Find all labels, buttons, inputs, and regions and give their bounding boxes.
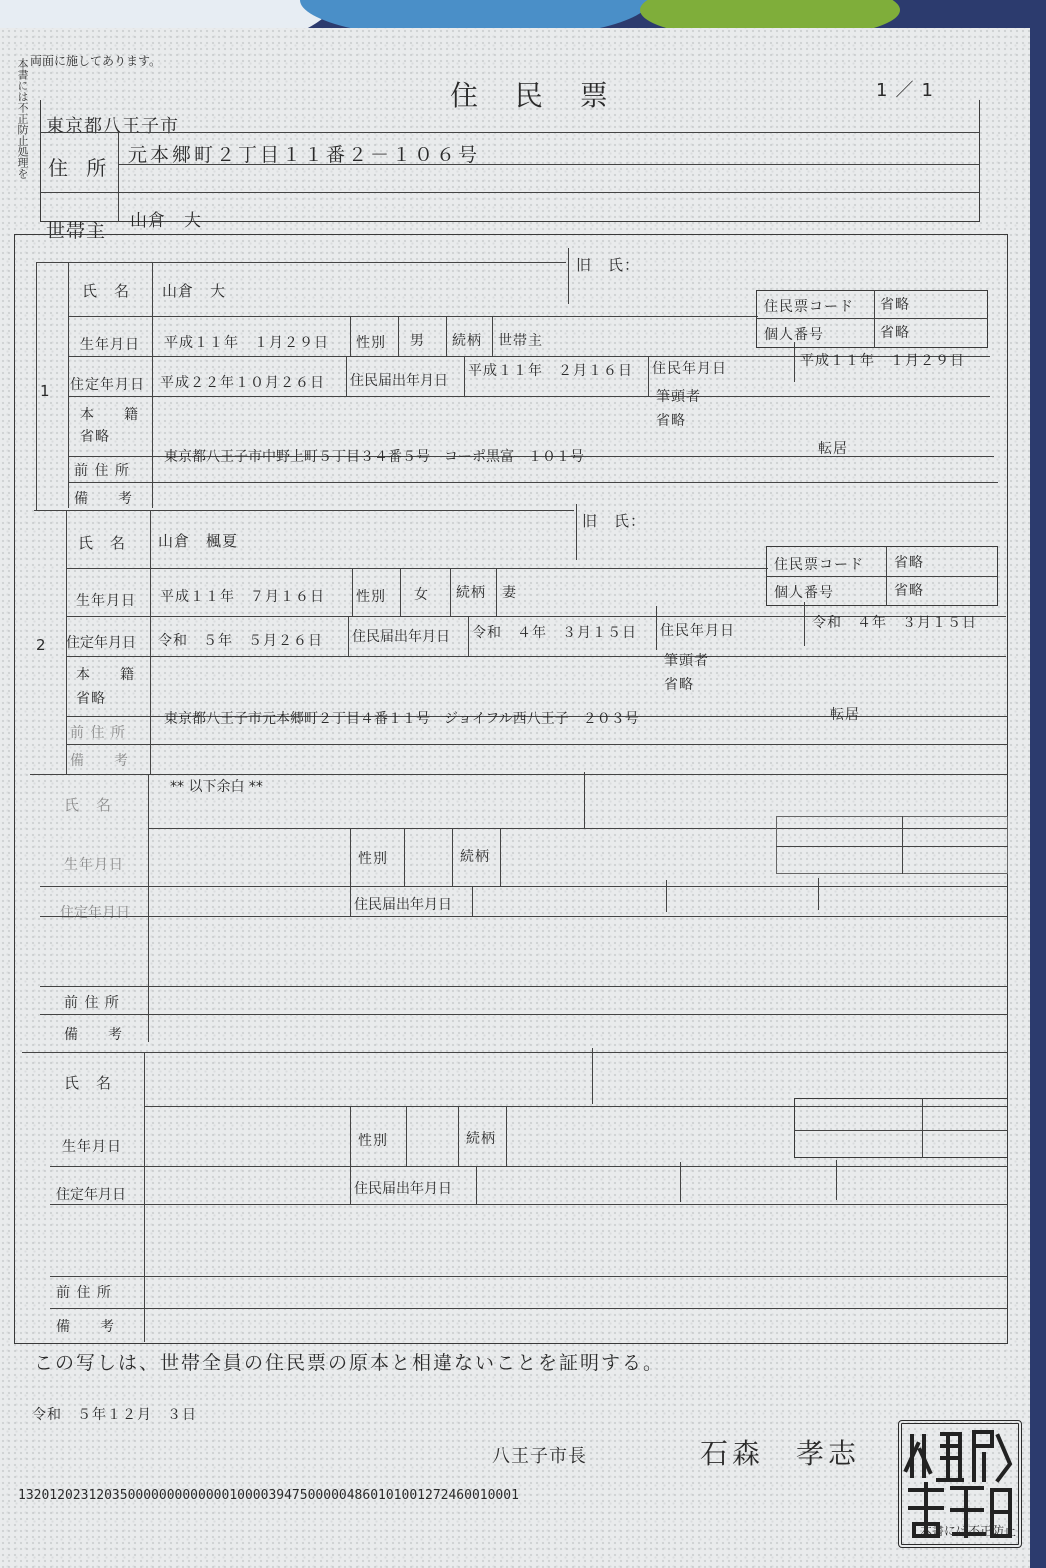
personal-no-label: 個人番号 <box>774 585 834 601</box>
honseki-label: 本 籍 <box>80 407 146 423</box>
person-1-relation: 世帯主 <box>498 333 543 349</box>
person-1-personal-no: 省略 <box>880 325 910 341</box>
rule <box>648 356 649 396</box>
resident-certificate-paper <box>0 28 1030 1568</box>
rule <box>40 1014 1008 1015</box>
notified-label: 住民届出年月日 <box>352 629 450 645</box>
name-label: 氏 名 <box>78 534 127 552</box>
rule <box>40 132 980 133</box>
rule <box>464 356 465 396</box>
rule <box>472 886 473 916</box>
relation-label: 続柄 <box>456 585 486 601</box>
rule <box>922 1098 923 1158</box>
rule <box>804 602 805 646</box>
person-2-sex: 女 <box>414 587 429 603</box>
rule <box>452 828 453 886</box>
rule <box>30 774 1008 775</box>
bottom-notice: 本書には不正防止 <box>920 1524 1017 1538</box>
birth-label: 生年月日 <box>64 857 124 873</box>
rule <box>576 504 577 560</box>
person-1-birth: 平成１１年 １月２９日 <box>164 335 329 351</box>
rule <box>350 1106 351 1166</box>
mayor-title: 八王子市長 <box>492 1446 587 1467</box>
sex-label: 性別 <box>356 589 386 605</box>
page-number: 1／1 <box>876 80 941 101</box>
remarks-label: 備 考 <box>70 753 136 769</box>
rule <box>458 1106 459 1166</box>
rule <box>476 1166 477 1204</box>
rule <box>350 828 351 886</box>
householder-label: 世帯主 <box>46 220 107 242</box>
rule <box>756 318 988 319</box>
person-2-relation: 妻 <box>502 585 517 601</box>
rule <box>506 1106 507 1166</box>
rule <box>496 568 497 616</box>
person-2-honseki: 省略 <box>76 691 106 707</box>
rule <box>68 316 758 317</box>
person-2-name: 山倉 楓夏 <box>158 532 239 550</box>
settled-label: 住定年月日 <box>56 1187 126 1203</box>
resident-code-label: 住民票コード <box>764 299 854 315</box>
rule <box>400 568 401 616</box>
rule <box>68 396 990 397</box>
rule <box>148 774 149 1042</box>
became-resident-label: 住民年月日 <box>652 361 727 377</box>
person-2-number: 2 <box>36 636 47 654</box>
sex-label: 性別 <box>358 1133 388 1149</box>
notified-label: 住民届出年月日 <box>350 373 448 389</box>
rule <box>50 1308 1008 1309</box>
rule <box>398 316 399 356</box>
rule <box>50 1276 1008 1277</box>
relation-label: 続柄 <box>460 849 490 865</box>
top-notice: 両面に施してあります。 <box>30 54 162 68</box>
rule <box>450 568 451 616</box>
certificate-code: 1320120231203500000000000001000039475000004860101001272460010001 <box>18 1488 519 1503</box>
certification-text: この写しは、世帯全員の住民票の原本と相違ないことを証明する。 <box>34 1352 665 1374</box>
person-1-number: 1 <box>40 382 51 400</box>
rule <box>874 290 875 348</box>
rule <box>680 1162 681 1202</box>
rule <box>406 1106 407 1166</box>
vertical-notice: 本書には不正防止処理を <box>16 58 29 179</box>
person-1-became-resident: 平成１１年 １月２９日 <box>800 353 965 369</box>
old-name-label: 旧 氏： <box>582 512 647 530</box>
person-1-sex: 男 <box>410 333 425 349</box>
person-1-move-type: 転居 <box>818 441 848 457</box>
prev-address-label: 前 住 所 <box>70 725 126 741</box>
person-1-settled: 平成２２年１０月２６日 <box>160 375 325 391</box>
rule <box>350 886 351 916</box>
resident-code-label: 住民票コード <box>774 557 864 573</box>
became-resident-label: 住民年月日 <box>660 623 735 639</box>
rule <box>500 828 501 886</box>
rule <box>446 316 447 356</box>
householder-value: 山倉 大 <box>130 211 202 231</box>
settled-label: 住定年月日 <box>60 905 130 921</box>
rule <box>656 606 657 650</box>
notified-label: 住民届出年月日 <box>354 1181 452 1197</box>
rule <box>568 248 569 304</box>
rule <box>50 1204 1008 1205</box>
resident-code-box <box>776 816 1008 874</box>
rule <box>144 1052 145 1342</box>
rule <box>40 192 980 193</box>
address-label: 住 所 <box>48 156 113 180</box>
rule <box>468 616 469 656</box>
remarks-label: 備 考 <box>74 491 140 507</box>
prev-address-label: 前 住 所 <box>56 1285 112 1301</box>
rule <box>902 816 903 874</box>
sex-label: 性別 <box>358 851 388 867</box>
person-2-personal-no: 省略 <box>894 583 924 599</box>
person-2-settled: 令和 ５年 ５月２６日 <box>158 633 323 649</box>
person-table <box>14 234 1008 1344</box>
relation-label: 続柄 <box>466 1131 496 1147</box>
person-2-resident-code: 省略 <box>894 555 924 571</box>
rule <box>40 916 1008 917</box>
rule <box>492 316 493 356</box>
rule <box>50 1166 1008 1167</box>
rule <box>836 1160 837 1200</box>
rule <box>68 262 69 508</box>
rule <box>352 568 353 616</box>
certification-date: 令和 ５年１２月 ３日 <box>32 1407 197 1423</box>
rule <box>66 568 768 569</box>
resident-code-box <box>794 1098 1008 1158</box>
rule <box>36 262 566 263</box>
person-2-prev-address: 東京都八王子市元本郷町２丁目４番１１号 ジョイフル西八王子 ２０３号 <box>164 711 639 727</box>
rule <box>22 1052 1008 1053</box>
rule <box>350 316 351 356</box>
rule <box>40 886 1008 887</box>
person-2-birth: 平成１１年 ７月１６日 <box>160 589 325 605</box>
document-title: 住 民 票 <box>450 79 622 112</box>
person-1-hittosha: 省略 <box>656 413 686 429</box>
rule <box>794 342 795 382</box>
hittosha-label: 筆頭者 <box>656 389 701 405</box>
name-label: 氏 名 <box>64 796 113 814</box>
rule <box>66 656 1006 657</box>
rule <box>404 828 405 886</box>
mayor-name: 石森 孝志 <box>700 1437 861 1470</box>
rule <box>68 482 998 483</box>
person-2-move-type: 転居 <box>830 707 860 723</box>
rule <box>818 878 819 910</box>
prev-address-label: 前 住 所 <box>74 463 130 479</box>
person-2-became-resident: 令和 ４年 ３月１５日 <box>812 615 977 631</box>
person-1-resident-code: 省略 <box>880 297 910 313</box>
blank-marker: ** 以下余白 ** <box>170 779 263 795</box>
rule <box>66 744 1008 745</box>
name-label: 氏 名 <box>82 282 131 300</box>
address-value: 元本郷町２丁目１１番２－１０６号 <box>128 144 481 166</box>
old-name-label: 旧 氏： <box>576 256 641 274</box>
rule <box>118 132 119 222</box>
person-1-honseki: 省略 <box>80 429 110 445</box>
prev-address-label: 前 住 所 <box>64 995 120 1011</box>
birth-label: 生年月日 <box>80 337 140 353</box>
sex-label: 性別 <box>356 335 386 351</box>
rule <box>346 356 347 396</box>
personal-no-label: 個人番号 <box>764 327 824 343</box>
relation-label: 続柄 <box>452 333 482 349</box>
rule <box>776 846 1008 847</box>
rule <box>592 1048 593 1104</box>
rule <box>34 510 574 511</box>
city-name: 東京都八王子市 <box>46 116 179 137</box>
rule <box>150 510 151 774</box>
honseki-label: 本 籍 <box>76 667 142 683</box>
notified-label: 住民届出年月日 <box>354 897 452 913</box>
remarks-label: 備 考 <box>64 1027 130 1043</box>
rule <box>794 1130 1008 1131</box>
settled-label: 住定年月日 <box>70 377 145 393</box>
rule <box>36 262 37 510</box>
rule <box>666 880 667 912</box>
birth-label: 生年月日 <box>62 1139 122 1155</box>
rule <box>40 986 1008 987</box>
remarks-label: 備 考 <box>56 1319 122 1335</box>
hittosha-label: 筆頭者 <box>664 653 709 669</box>
person-2-hittosha: 省略 <box>664 677 694 693</box>
settled-label: 住定年月日 <box>66 635 136 651</box>
rule <box>886 546 887 606</box>
person-1-name: 山倉 大 <box>162 282 227 300</box>
rule <box>348 616 349 656</box>
person-1-notified: 平成１１年 ２月１６日 <box>468 363 633 379</box>
name-label: 氏 名 <box>64 1074 113 1092</box>
rule <box>350 1166 351 1204</box>
rule <box>152 262 153 508</box>
person-1-prev-address: 東京都八王子市中野上町５丁目３４番５号 コーポ黒富 １０１号 <box>164 449 584 465</box>
rule <box>584 772 585 828</box>
birth-label: 生年月日 <box>76 593 136 609</box>
rule <box>766 576 998 577</box>
person-2-notified: 令和 ４年 ３月１５日 <box>472 625 637 641</box>
